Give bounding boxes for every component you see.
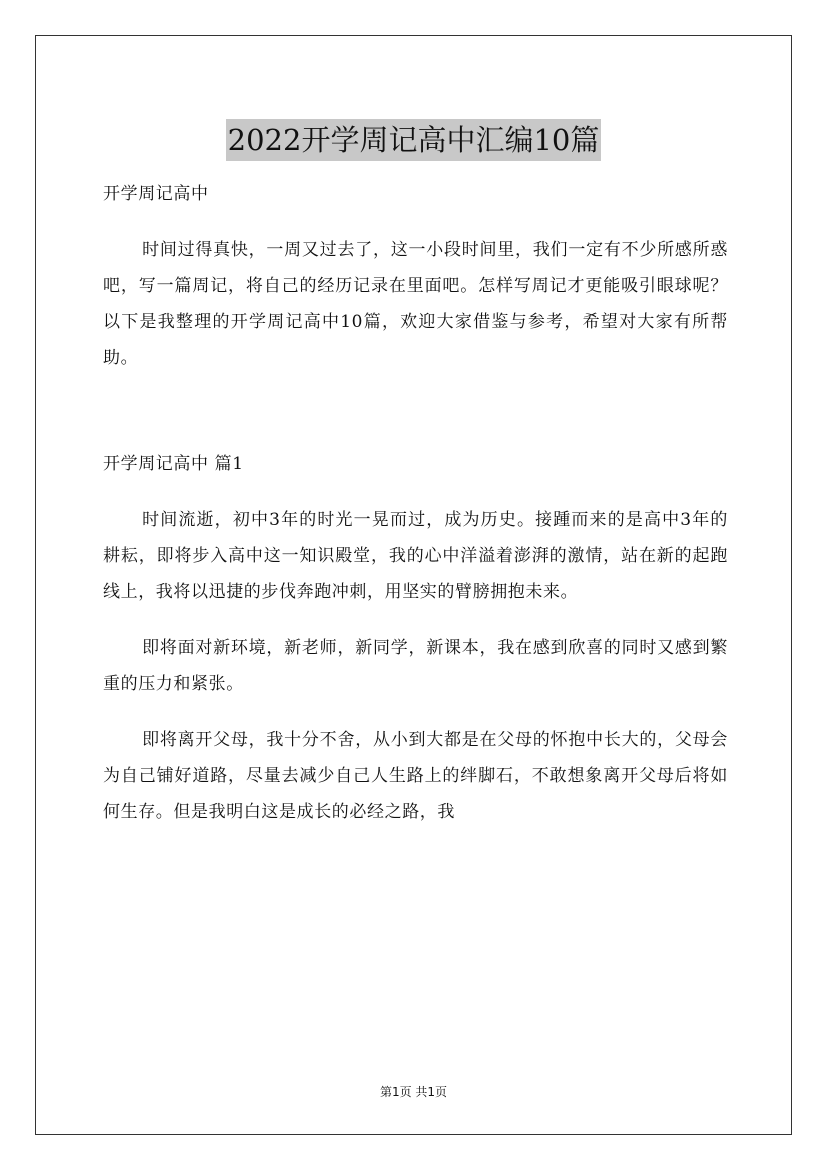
section1-paragraph: 时间流逝，初中3年的时光一晃而过，成为历史。接踵而来的是高中3年的耕耘，即将步入高中这一知识殿堂，我的心中洋溢着澎湃的激情，站在新的起跑线上，我将以迅捷的步伐奔跑冲刺，用坚实的臂膀拥抱未来。 [103, 510, 728, 602]
document-body [103, 176, 728, 830]
spacer [103, 212, 728, 232]
intro-paragraph: 时间过得真快，一周又过去了，这一小段时间里，我们一定有不少所感所惑吧，写一篇周记，将自己的经历记录在里面吧。怎样写周记才更能吸引眼球呢？以下是我整理的开学周记高中10篇，欢迎大家借鉴与参考，希望对大家有所帮助。 [103, 240, 728, 368]
spacer [103, 610, 728, 630]
document-title: 2022开学周记高中汇编10篇 [226, 119, 602, 161]
title-container [0, 100, 827, 181]
spacer [103, 376, 728, 446]
section1-heading: 开学周记高中 篇1 [103, 454, 244, 474]
spacer [103, 702, 728, 722]
section1-paragraph: 即将离开父母，我十分不舍，从小到大都是在父母的怀抱中长大的，父母会为自己铺好道路，尽量去减少自己人生路上的绊脚石，不敢想象离开父母后将如何生存。但是我明白这是成长的必经之路，我 [103, 730, 728, 822]
page-footer: 第1页 共1页 [379, 1085, 448, 1099]
intro-heading: 开学周记高中 [103, 184, 209, 204]
section1-paragraph: 即将面对新环境，新老师，新同学，新课本，我在感到欣喜的同时又感到繁重的压力和紧张。 [103, 638, 728, 694]
spacer [103, 482, 728, 502]
